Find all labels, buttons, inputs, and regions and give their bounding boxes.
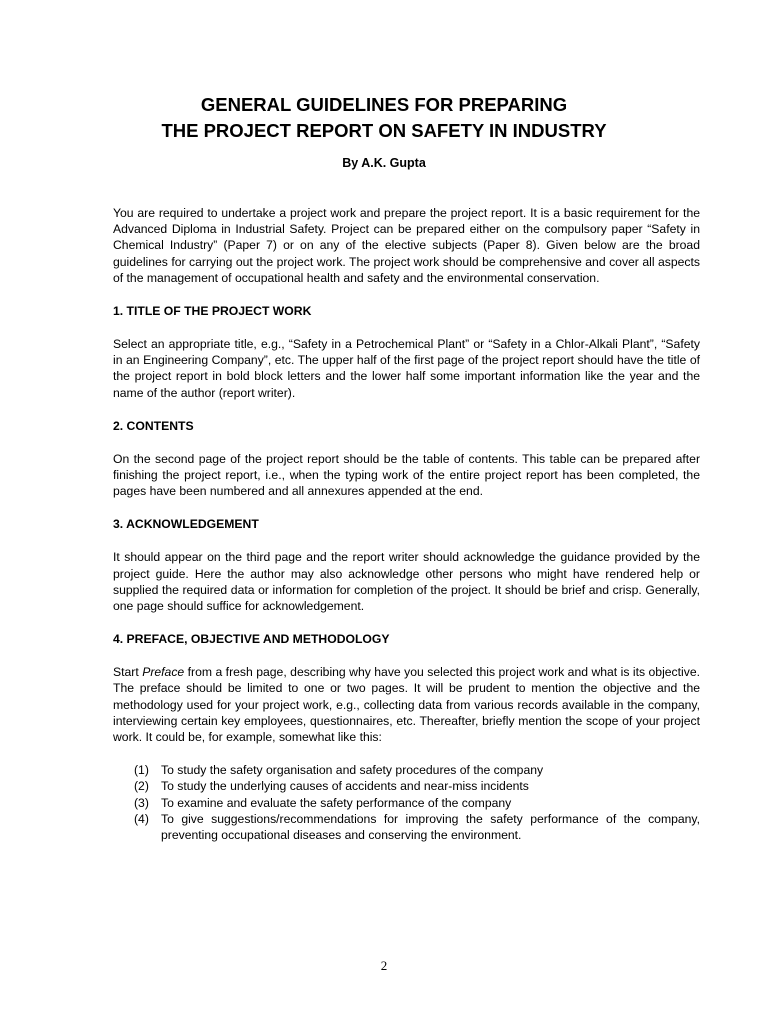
document-body [113,205,700,843]
section-text-4-start: Start [113,665,143,680]
list-item [113,795,700,811]
document-title [100,92,668,144]
intro-paragraph: You are required to undertake a project work and prepare the project report. It is a basic requirement for the Advanced Diploma in Industrial Safety. Project can be prepared either on the compulsory paper “Safety in Chemical Industry” (Paper 7) or on any of the elective subjects (Paper 8). Given below are the broad guidelines for carrying out the project work. The project work should be comprehensive and cover all aspects of the management of occupational health and safety and the environmental conservation. [113,206,700,285]
section-heading-3: 3. ACKNOWLEDGEMENT [113,517,259,532]
section-text-3: It should appear on the third page and the report writer should acknowledge the guidance provided by the project guide. Here the author may also acknowledge other persons who might have rendered help or supplied the required data or information for completion of the project. It should be brief and crisp. Generally, one page should suffice for acknowledgement. [113,550,700,614]
list-item [113,778,700,794]
section-text-4 [113,664,700,745]
title-line-1: GENERAL GUIDELINES FOR PREPARING [200,94,568,115]
list-item-number: (4) [134,811,149,826]
list-item-number: (2) [134,779,149,794]
list-item [113,762,700,778]
section-text-4-rest: from a fresh page, describing why have you selected this project work and what is its objective. The preface should be limited to one or two pages. It will be prudent to mention the objective and the methodology used for your project work, e.g., collecting data from various records available in the company, interviewing certain key employees, questionnaires, etc. Thereafter, briefly mention the scope of your project work. It could be, for example, somewhat like this: [113,665,701,745]
list-item-number: (3) [134,795,149,810]
section-heading-4: 4. PREFACE, OBJECTIVE AND METHODOLOGY [113,632,390,647]
list-item-text: To give suggestions/recommendations for improving the safety performance of the company, preventing occupational diseases and conserving the environment. [161,811,700,843]
page-number: 2 [380,958,388,973]
section-text-1: Select an appropriate title, e.g., “Safety in a Petrochemical Plant” or “Safety in a Chlor-Alkali Plant”, “Safety in an Engineering Company”, etc. The upper half of the first page of the project report should have the title of the project report in bold block letters and the lower half some important information like the year and the name of the author (report writer). [113,337,700,400]
section-heading-2: 2. CONTENTS [113,418,194,433]
title-line-2: THE PROJECT REPORT ON SAFETY IN INDUSTRY [161,120,607,141]
list-item-text: To study the underlying causes of accidents and near-miss incidents [161,779,529,794]
document-author: By A.K. Gupta [342,156,426,170]
scope-list [113,762,700,843]
list-item-text: To study the safety organisation and safety procedures of the company [161,763,544,778]
list-item-text: To examine and evaluate the safety performance of the company [161,795,512,810]
list-item-number: (1) [134,763,149,778]
section-text-2: On the second page of the project report should be the table of contents. This table can be prepared after finishing the project report, i.e., when the typing work of the entire project report has been completed, the pages have been numbered and all annexures appended at the end. [113,451,700,499]
preface-italic: Preface [142,665,185,680]
list-item [113,811,700,843]
section-heading-1: 1. TITLE OF THE PROJECT WORK [113,304,312,319]
